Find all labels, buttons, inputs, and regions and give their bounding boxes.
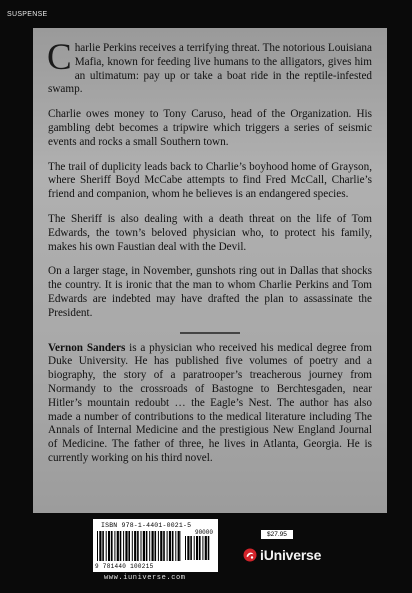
isbn-number: ISBN 978-1-4401-0021-5 [101,522,192,529]
barcode-bars [97,531,181,561]
iuniverse-swirl-icon [243,548,257,562]
back-cover-text-panel [33,28,387,513]
author-bio-text: is a physician who received his medical degree from Duke University. He has published five volumes of poetry and a biography, the story of a paratrooper’s treacherous journey from Normandy to the crossroads of Bastogne to Berchtesgaden, near Hitler’s mountain redoubt … the Eagle’s Nest. The author has also made a number of contributions to the medical literature including The Annals of Internal Medicine and the prestigious New England Journal of Medicine. The father of three, he lives in Atlanta, Georgia. He is currently working on his third novel. [48,341,372,464]
barcode-addon-bars [185,536,211,560]
category-label: SUSPENSE [7,11,48,18]
barcode-digits: 9 781440 100215 [95,563,154,570]
author-name: Vernon Sanders [48,341,126,354]
isbn-barcode [93,519,218,572]
publisher-logo [243,547,321,563]
blurb-paragraph-1-text: harlie Perkins receives a terrifying threat. The notorious Louisiana Mafia, known for feeding live humans to the alligators, gives him an ultimatum: pay up or take a boat ride in the reptile-infested swamp. [48,42,372,96]
blurb-paragraph-3: The trail of duplicity leads back to Charlie’s boyhood home of Grayson, where Sheriff Boyd McCabe attempts to find Fred McCall, Charlie’s friend and companion, whom he believes is an endangered species. [48,160,372,201]
blurb-paragraph-5: On a larger stage, in November, gunshots ring out in Dallas that shocks the country. It is ironic that the man to whom Charlie Perkins and Tom Edwards are indebted may have drafted the plan to assassinate the President. [48,265,372,319]
publisher-website: www.iuniverse.com [104,574,186,582]
section-divider [180,332,240,334]
barcode-price-code: 90000 [194,529,213,536]
author-bio [48,342,372,466]
blurb-paragraph-2: Charlie owes money to Tony Caruso, head of the Organization. His gambling debt becomes a tripwire which triggers a series of seismic events and rocks a small Southern town. [48,108,372,148]
price-tag: $27.95 [261,530,293,539]
drop-cap: C [47,37,72,78]
blurb-paragraph-4: The Sheriff is also dealing with a death threat on the life of Tom Edwards, the town’s beloved physician who, to protect his family, makes his own Faustian deal with the Devil. [48,212,372,253]
blurb-paragraph-1 [47,37,372,97]
publisher-name: iUniverse [260,547,322,563]
